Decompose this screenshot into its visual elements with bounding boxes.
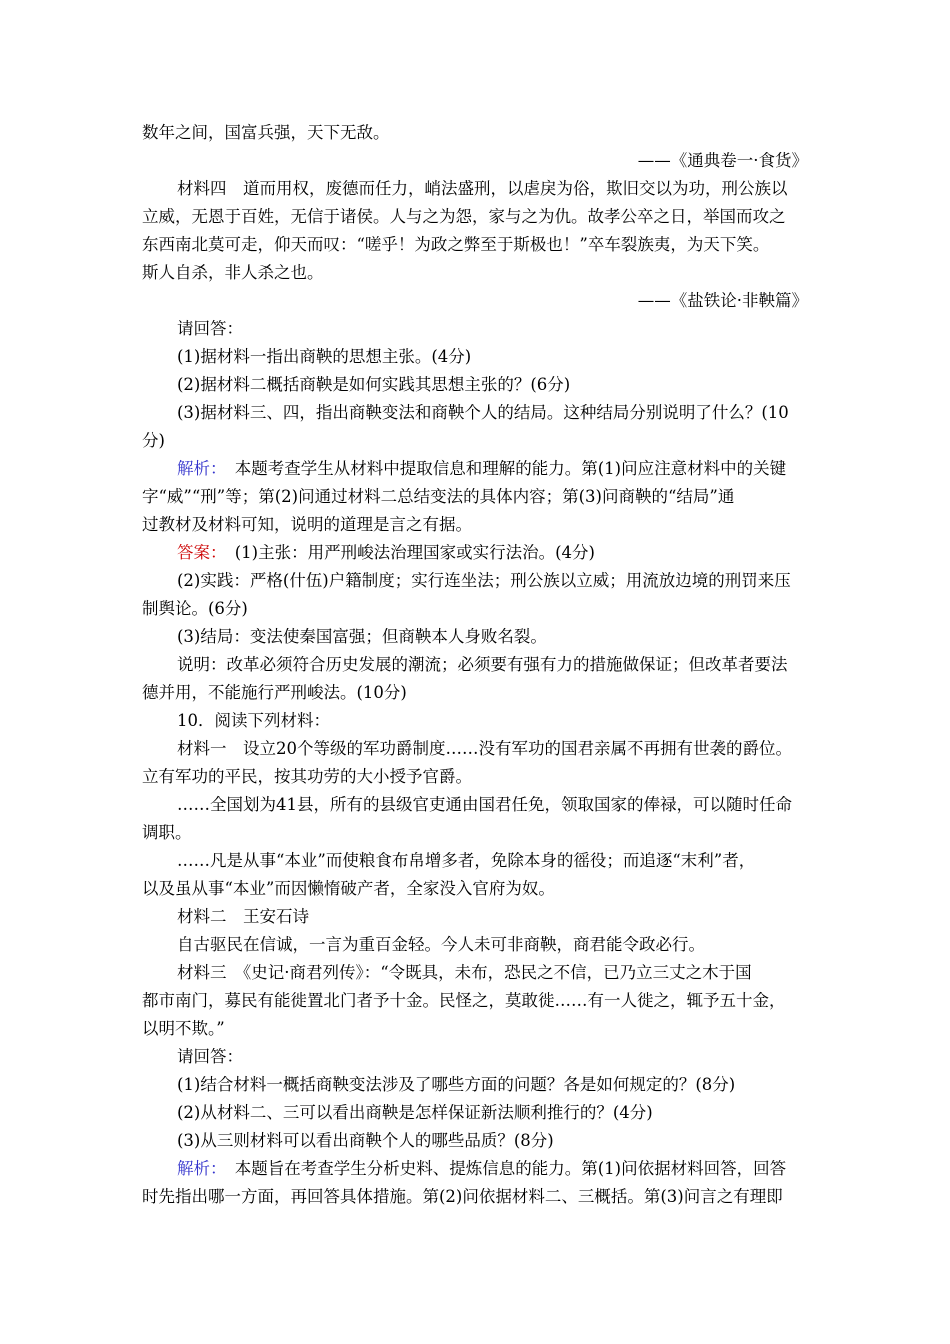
text-line: 调职。 [142, 823, 192, 842]
answer-2: (2)实践：严格(什伍)户籍制度；实行连坐法；刑公族以立威；用流放边境的刑罚来压 [177, 571, 791, 590]
question-prompt: 请回答： [177, 1047, 243, 1066]
citation: ——《通典卷一·食货》 [637, 151, 808, 170]
analysis-label: 解析： [177, 1159, 219, 1178]
material-two-title: 材料二 王安石诗 [177, 907, 309, 926]
text-line: 数年之间，国富兵强，天下无敌。 [142, 123, 390, 142]
question-1: (1)结合材料一概括商鞅变法涉及了哪些方面的问题？各是如何规定的？(8分) [177, 1075, 736, 1094]
analysis-label: 解析： [177, 459, 219, 478]
text-line: 制舆论。(6分) [142, 599, 248, 618]
question-prompt: 请回答： [177, 319, 243, 338]
answer-3: (3)结局：变法使秦国富强；但商鞅本人身败名裂。 [177, 627, 547, 646]
analysis-line [177, 1158, 817, 1180]
material-three-line: 材料三 《史记·商君列传》：“令既具，未布，恐民之不信，已乃立三丈之木于国 [177, 963, 752, 982]
text-line: 分) [142, 431, 165, 450]
text-line: 过教材及材料可知，说明的道理是言之有据。 [142, 515, 472, 534]
text-line: 以及虽从事“本业”而因懒惰破产者，全家没入官府为奴。 [142, 879, 555, 898]
text-line: ……凡是从事“本业”而使粮食布帛增多者，免除本身的徭役；而追逐“末利”者， [177, 851, 756, 870]
question-3: (3)据材料三、四，指出商鞅变法和商鞅个人的结局。这种结局分别说明了什么？(10 [177, 403, 789, 422]
text-line: 立有军功的平民，按其功劳的大小授予官爵。 [142, 767, 472, 786]
text-line: 字“威”“刑”等；第(2)问通过材料二总结变法的具体内容；第(3)问商鞅的“结局”通 [142, 487, 735, 506]
question-10-title: 10．阅读下列材料： [177, 711, 330, 730]
text-line: 时先指出哪一方面，再回答具体措施。第(2)问依据材料二、三概括。第(3)问言之有理即 [142, 1187, 783, 1206]
question-2: (2)从材料二、三可以看出商鞅是怎样保证新法顺利推行的？(4分) [177, 1103, 653, 1122]
text-line: 东西南北莫可走，仰天而叹：“嗟乎！为政之弊至于斯极也！”卒车裂族夷，为天下笑。 [142, 235, 770, 254]
analysis-line [177, 458, 817, 480]
text-line: 都市南门，募民有能徙置北门者予十金。民怪之，莫敢徙……有一人徙之，辄予五十金， [142, 991, 786, 1010]
text-line: 以明不欺。” [142, 1019, 225, 1038]
text-line: ……全国划为41县，所有的县级官吏通由国君任免，领取国家的俸禄，可以随时任命 [177, 795, 792, 814]
answer-line [177, 542, 817, 564]
answer-label: 答案： [177, 543, 219, 562]
question-1: (1)据材料一指出商鞅的思想主张。(4分) [177, 347, 472, 366]
question-2: (2)据材料二概括商鞅是如何实践其思想主张的？(6分) [177, 375, 571, 394]
text-line: 立威，无恩于百姓，无信于诸侯。人与之为怨，家与之为仇。故孝公卒之日，举国而攻之 [142, 207, 786, 226]
material-four-line: 材料四 道而用权，废德而任力，峭法盛刑，以虐戾为俗，欺旧交以为功，刑公族以 [177, 179, 788, 198]
analysis-text: 本题考查学生从材料中提取信息和理解的能力。第(1)问应注意材料中的关键 [218, 459, 787, 478]
question-3: (3)从三则材料可以看出商鞅个人的哪些品质？(8分) [177, 1131, 554, 1150]
explanation: 说明：改革必须符合历史发展的潮流；必须要有强有力的措施做保证；但改革者要法 [177, 655, 788, 674]
analysis-text: 本题旨在考查学生分析史料、提炼信息的能力。第(1)问依据材料回答，回答 [218, 1159, 787, 1178]
text-line: 斯人自杀，非人杀之也。 [142, 263, 324, 282]
citation: ——《盐铁论·非鞅篇》 [637, 291, 808, 310]
material-one-line: 材料一 设立20个等级的军功爵制度……没有军功的国君亲属不再拥有世袭的爵位。 [177, 739, 792, 758]
text-line: 德并用，不能施行严刑峻法。(10分) [142, 683, 407, 702]
answer-text: (1)主张：用严刑峻法治理国家或实行法治。(4分) [218, 543, 595, 562]
poem: 自古驱民在信诚，一言为重百金轻。今人未可非商鞅，商君能令政必行。 [177, 935, 705, 954]
